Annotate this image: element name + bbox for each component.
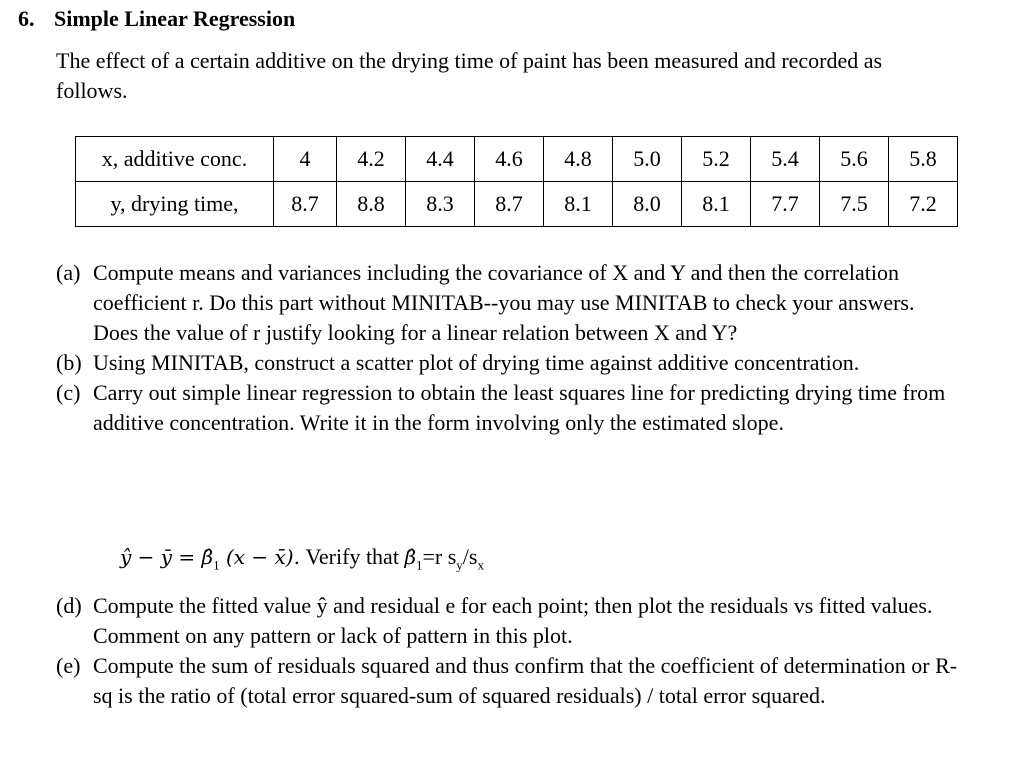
y-value-cell: 7.2 [889, 182, 958, 227]
part-a [56, 258, 956, 348]
x-value-cell: 5.4 [751, 137, 820, 182]
formula-sx: x [477, 557, 484, 573]
y-value-cell: 8.1 [544, 182, 613, 227]
formula-ratio: =r s [422, 544, 457, 569]
part-e [56, 651, 966, 711]
formula-subscript: 1 [416, 557, 423, 573]
formula-verify-text: Verify that [299, 544, 405, 569]
part-tag: (b) [56, 350, 82, 375]
x-value-cell: 5.2 [682, 137, 751, 182]
y-value-cell: 7.7 [751, 182, 820, 227]
x-value-cell: 5.8 [889, 137, 958, 182]
x-value-cell: 4.8 [544, 137, 613, 182]
problem-number: 6. [18, 6, 35, 31]
x-value-cell: 5.0 [613, 137, 682, 182]
formula-mid: (x − x̄). [219, 545, 300, 569]
part-tag: (a) [56, 260, 81, 285]
x-value-cell: 4.4 [406, 137, 475, 182]
part-tag: (e) [56, 653, 81, 678]
table-row-x [76, 137, 958, 182]
part-text: Compute the fitted value ŷ and residual e for each point; then plot the residuals vs fitted values. Comment on any pattern or lack of pattern in this plot. [93, 593, 933, 648]
part-text: Compute means and variances including the covariance of X and Y and then the correlation coefficient r. Do this part without MINITAB--you may use MINITAB to check your answers. Does the value of r justify looking for a linear relation between X and Y? [93, 260, 915, 345]
y-value-cell: 8.7 [274, 182, 337, 227]
x-value-cell: 4 [274, 137, 337, 182]
part-c [56, 378, 956, 438]
x-value-cell: 4.2 [337, 137, 406, 182]
y-label-cell: y, drying time, [76, 182, 274, 227]
x-label-cell: x, additive conc. [76, 137, 274, 182]
formula-beta: β̂ [404, 545, 416, 569]
table-row-y [76, 182, 958, 227]
y-value-cell: 8.8 [337, 182, 406, 227]
problem-title: Simple Linear Regression [54, 6, 296, 31]
question-parts-d-e [56, 591, 966, 711]
part-b [56, 348, 956, 378]
part-d [56, 591, 966, 651]
x-value-cell: 4.6 [475, 137, 544, 182]
part-text: Compute the sum of residuals squared and thus confirm that the coefficient of determination or R-sq is the ratio of (total error squared-sum of squared residuals) / total error squared. [93, 653, 958, 708]
formula-slash: /s [462, 544, 478, 569]
formula-sy: y [456, 557, 463, 573]
question-parts-a-c [56, 258, 956, 438]
problem-heading [18, 6, 295, 32]
data-table [75, 136, 958, 227]
part-tag: (d) [56, 593, 82, 618]
y-value-cell: 8.0 [613, 182, 682, 227]
part-text: Carry out simple linear regression to obtain the least squares line for predicting drying time from additive concentration. Write it in the form involving only the estimated slope. [93, 380, 946, 435]
y-value-cell: 8.3 [406, 182, 475, 227]
problem-intro: The effect of a certain additive on the drying time of paint has been measured and recorded as follows. [56, 48, 883, 103]
y-value-cell: 8.7 [475, 182, 544, 227]
y-value-cell: 8.1 [682, 182, 751, 227]
formula-subscript: 1 [213, 557, 220, 573]
formula-lhs: ŷ − ȳ = β̂ [120, 545, 214, 569]
part-tag: (c) [56, 380, 81, 405]
part-text: Using MINITAB, construct a scatter plot of drying time against additive concentration. [93, 350, 860, 375]
x-value-cell: 5.6 [820, 137, 889, 182]
y-value-cell: 7.5 [820, 182, 889, 227]
regression-formula [120, 542, 484, 580]
